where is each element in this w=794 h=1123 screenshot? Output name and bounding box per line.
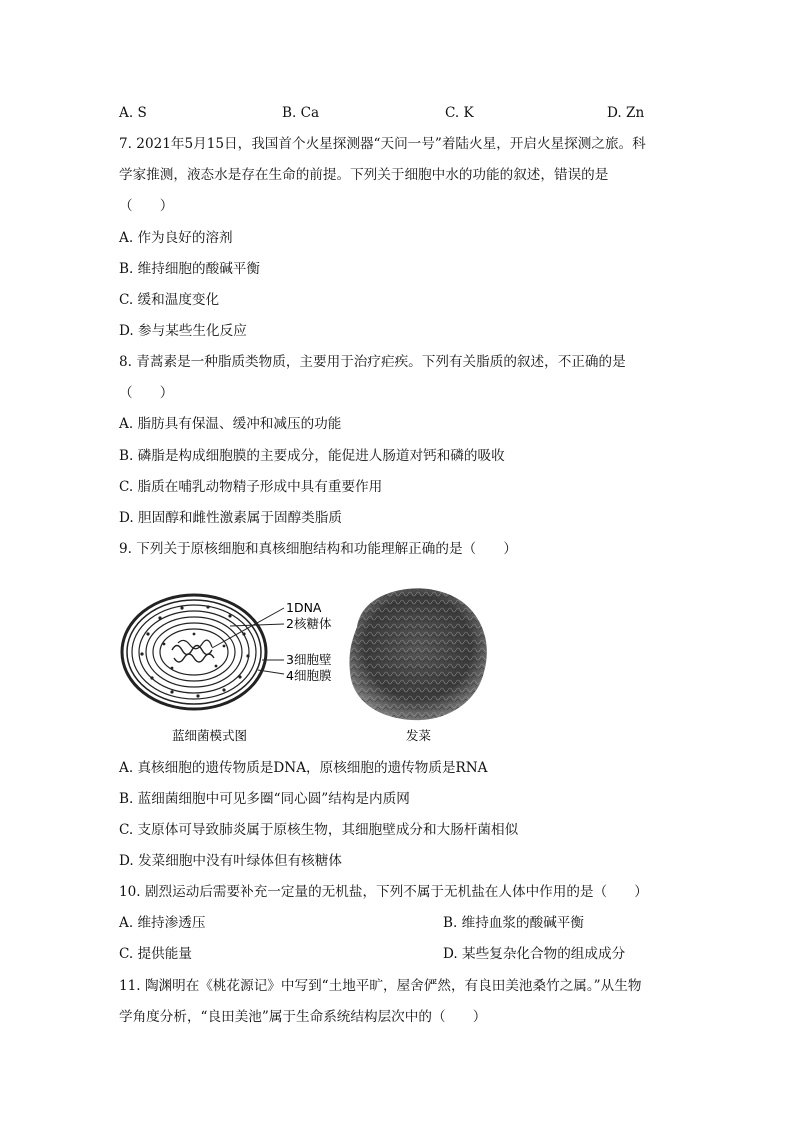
q10-option-c: C. 提供能量	[119, 946, 192, 962]
q6-option-c: C. K	[445, 105, 474, 121]
q10-option-a: A. 维持渗透压	[119, 915, 206, 931]
q7-option-c: C. 缓和温度变化	[119, 292, 220, 308]
caption-facai: 发菜	[406, 728, 432, 743]
facai-photo	[349, 588, 486, 720]
q6-option-a: A. S	[119, 105, 147, 121]
q7-stem-line1: 7. 2021年5月15日，我国首个火星探测器“天问一号”着陆火星，开启火星探测之旅。科	[119, 136, 646, 152]
q9-option-a: A. 真核细胞的遗传物质是DNA，原核细胞的遗传物质是RNA	[119, 760, 488, 776]
q11-stem-line2: 学角度分析，“良田美池”属于生命系统结构层次中的（ ）	[119, 1009, 487, 1025]
q9-option-c: C. 支原体可导致肺炎属于原核生物，其细胞壁成分和大肠杆菌相似	[119, 822, 519, 838]
q7-stem-line2: 学家推测，液态水是存在生命的前提。下列关于细胞中水的功能的叙述，错误的是	[119, 167, 609, 183]
q8-option-a: A. 脂肪具有保温、缓冲和减压的功能	[119, 416, 342, 432]
q9-stem: 9. 下列关于原核细胞和真核细胞结构和功能理解正确的是（ ）	[119, 541, 517, 557]
q9-option-d: D. 发菜细胞中没有叶绿体但有核糖体	[119, 853, 342, 869]
q10-option-b: B. 维持血浆的酸碱平衡	[443, 915, 584, 931]
q10-stem: 10. 剧烈运动后需要补充一定量的无机盐，下列不属于无机盐在人体中作用的是（ ）	[119, 884, 648, 900]
q7-option-a: A. 作为良好的溶剂	[119, 230, 233, 246]
q8-option-c: C. 脂质在哺乳动物精子形成中具有重要作用	[119, 479, 383, 495]
q8-answer-paren: （ ）	[119, 385, 174, 401]
label-dna: 1DNA	[286, 600, 322, 615]
q9-figure	[112, 582, 532, 747]
label-ribosome: 2核糖体	[286, 616, 332, 631]
q6-option-b: B. Ca	[282, 105, 320, 121]
q10-option-d: D. 某些复杂化合物的组成成分	[443, 946, 626, 962]
q8-option-b: B. 磷脂是构成细胞膜的主要成分，能促进人肠道对钙和磷的吸收	[119, 448, 505, 464]
q6-option-d: D. Zn	[607, 105, 645, 121]
q7-option-b: B. 维持细胞的酸碱平衡	[119, 261, 260, 277]
q7-option-d: D. 参与某些生化反应	[119, 323, 247, 339]
q7-answer-paren: （ ）	[119, 198, 174, 214]
label-cell-membrane: 4细胞膜	[286, 668, 332, 683]
q11-stem-line1: 11. 陶渊明在《桃花源记》中写到“土地平旷，屋舍俨然，有良田美池桑竹之属。”从生物	[119, 978, 642, 994]
caption-cyanobacteria: 蓝细菌模式图	[172, 728, 248, 743]
label-cell-wall: 3细胞壁	[286, 652, 332, 667]
q8-option-d: D. 胆固醇和雌性激素属于固醇类脂质	[119, 510, 342, 526]
q8-stem-line1: 8. 青蒿素是一种脂质类物质，主要用于治疗疟疾。下列有关脂质的叙述，不正确的是	[119, 354, 626, 370]
q9-option-b: B. 蓝细菌细胞中可见多圈“同心圆”结构是内质网	[119, 791, 410, 807]
cyanobacteria-diagram	[122, 595, 266, 709]
